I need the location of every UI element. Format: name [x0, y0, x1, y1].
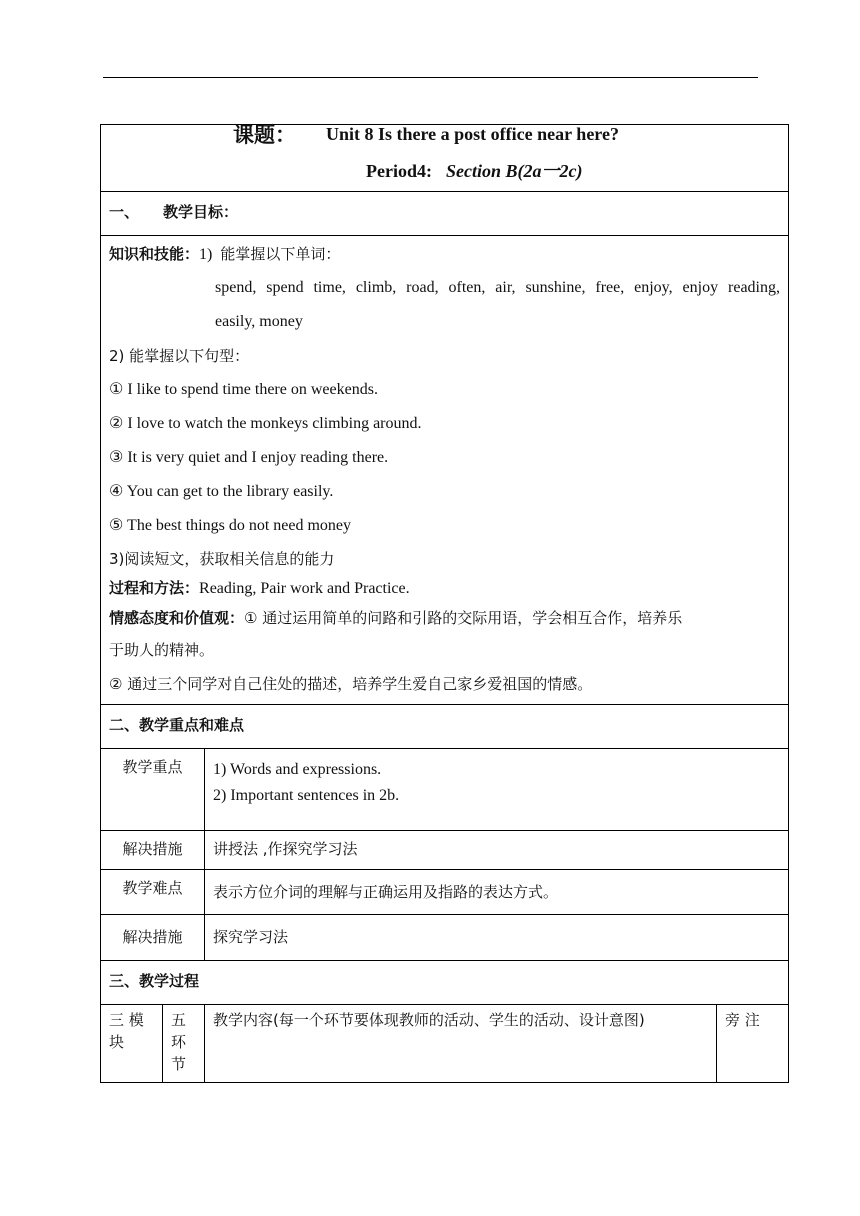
key-point-2: 2) Important sentences in 2b.	[213, 787, 400, 804]
knowledge-label: 知识和技能：	[109, 245, 200, 263]
solution-label-1: 解决措施	[101, 831, 205, 870]
emotion-text-3: ② 通过三个同学对自己住处的描述，培养学生爱自己家乡爱祖国的情感。	[109, 675, 593, 693]
section2-heading-cell	[101, 705, 789, 749]
notes-header: 旁 注	[717, 1005, 789, 1083]
sentence-1: ① I like to spend time there on weekends.	[109, 381, 378, 398]
solution-text-1: 讲授法 ,作探究学习法	[213, 840, 358, 858]
words-line-1: spend, spend time, climb, road, often, air, sunshine, free, enjoy, enjoy reading,	[215, 279, 780, 296]
header-rule	[103, 77, 758, 78]
key-points-content	[205, 749, 789, 831]
solution-text-2: 探究学习法	[213, 928, 289, 946]
section3-heading: 三、教学过程	[109, 972, 200, 990]
section-label: Section B(2a一2c)	[445, 161, 583, 181]
words-line-2: easily, money	[215, 313, 303, 330]
section1-number: 一、	[109, 203, 140, 221]
difficulty-label: 教学难点	[101, 870, 205, 915]
unit-title: Unit 8 Is there a post office near here?	[326, 124, 619, 144]
emotion-text-2: 于助人的精神。	[109, 641, 215, 659]
emotion-label: 情感态度和价值观：	[109, 609, 245, 627]
sentence-4: ④ You can get to the library easily.	[109, 483, 334, 500]
sentence-2: ② I love to watch the monkeys climbing around.	[109, 415, 422, 432]
process-text: Reading, Pair work and Practice.	[199, 580, 410, 597]
item1-number: 1)	[199, 246, 213, 263]
lesson-plan-table	[100, 124, 789, 1083]
solution-label-2: 解决措施	[101, 915, 205, 961]
item3-text: 3)阅读短文，获取相关信息的能力	[109, 550, 335, 568]
emotion-text-1: ① 通过运用简单的问路和引路的交际用语，学会相互合作，培养乐	[244, 609, 683, 627]
key-points-label: 教学重点	[101, 749, 205, 831]
title-label: 课题：	[233, 123, 296, 147]
item2-text: 2) 能掌握以下句型：	[109, 347, 250, 365]
sentence-3: ③ It is very quiet and I enjoy reading there.	[109, 449, 389, 466]
step-header: 五环节	[163, 1005, 205, 1083]
item1-text: 能掌握以下单词：	[220, 245, 341, 263]
module-header: 三 模块	[101, 1005, 163, 1083]
lesson-plan-document	[100, 124, 788, 1083]
section1-heading: 教学目标：	[163, 203, 239, 221]
difficulty-text: 表示方位介词的理解与正确运用及指路的表达方式。	[213, 883, 559, 901]
content-header: 教学内容(每一个环节要体现教师的活动、学生的活动、设计意图)	[205, 1005, 717, 1083]
section3-heading-cell	[101, 961, 789, 1005]
sentence-5: ⑤ The best things do not need money	[109, 517, 352, 534]
solution-content-1	[205, 831, 789, 870]
title-cell	[101, 125, 789, 192]
key-point-1: 1) Words and expressions.	[213, 761, 382, 778]
process-label: 过程和方法：	[109, 579, 200, 597]
section2-heading: 二、教学重点和难点	[109, 716, 245, 734]
objectives-cell	[101, 236, 789, 705]
difficulty-content	[205, 870, 789, 915]
solution-content-2	[205, 915, 789, 961]
section1-heading-cell	[101, 192, 789, 236]
period-label: Period4:	[366, 161, 432, 181]
